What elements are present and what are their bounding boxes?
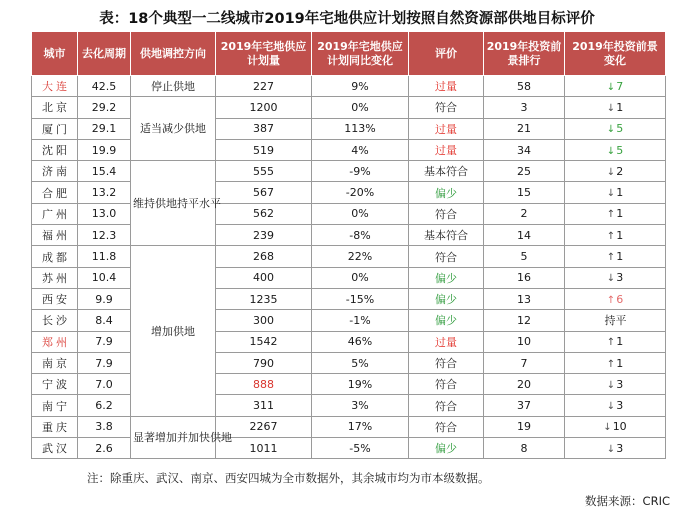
city-cell: 成都 bbox=[32, 246, 78, 267]
plan-cell: 400 bbox=[216, 267, 312, 288]
rank-cell: 3 bbox=[484, 97, 565, 118]
cycle-cell: 13.0 bbox=[78, 203, 131, 224]
plan-cell: 311 bbox=[216, 395, 312, 416]
cycle-cell: 11.8 bbox=[78, 246, 131, 267]
city-cell: 南京 bbox=[32, 352, 78, 373]
header-rank-change: 2019年投资前景变化 bbox=[565, 32, 666, 76]
city-cell: 长沙 bbox=[32, 310, 78, 331]
table-row bbox=[32, 438, 666, 459]
arrow-up-icon: ↑ bbox=[606, 209, 616, 221]
plan-cell: 1011 bbox=[216, 438, 312, 459]
rank-change-cell bbox=[565, 246, 666, 267]
cycle-cell: 29.2 bbox=[78, 97, 131, 118]
yoy-cell: -5% bbox=[312, 438, 409, 459]
rank-change-value: 1 bbox=[616, 228, 624, 242]
evaluation-cell: 符合 bbox=[409, 352, 484, 373]
rank-change-value: 3 bbox=[616, 377, 624, 391]
evaluation-cell: 偏少 bbox=[409, 288, 484, 309]
arrow-down-icon: ↓ bbox=[606, 379, 616, 391]
cycle-cell: 13.2 bbox=[78, 182, 131, 203]
plan-cell: 790 bbox=[216, 352, 312, 373]
rank-change-value: 持平 bbox=[604, 314, 627, 328]
yoy-cell: 0% bbox=[312, 203, 409, 224]
table-row bbox=[32, 182, 666, 203]
table-body bbox=[32, 76, 666, 459]
rank-cell: 14 bbox=[484, 225, 565, 246]
rank-change-cell bbox=[565, 331, 666, 352]
cycle-cell: 15.4 bbox=[78, 161, 131, 182]
cycle-cell: 42.5 bbox=[78, 76, 131, 97]
plan-cell: 567 bbox=[216, 182, 312, 203]
evaluation-cell: 过量 bbox=[409, 331, 484, 352]
rank-change-cell bbox=[565, 310, 666, 331]
rank-change-value: 5 bbox=[616, 143, 624, 157]
evaluation-cell: 过量 bbox=[409, 118, 484, 139]
cycle-cell: 29.1 bbox=[78, 118, 131, 139]
rank-change-value: 3 bbox=[616, 399, 624, 413]
plan-cell: 227 bbox=[216, 76, 312, 97]
table-row bbox=[32, 395, 666, 416]
rank-change-value: 1 bbox=[616, 186, 624, 200]
rank-cell: 37 bbox=[484, 395, 565, 416]
table-row bbox=[32, 416, 666, 437]
rank-change-cell bbox=[565, 203, 666, 224]
header-rank: 2019年投资前景排行 bbox=[484, 32, 565, 76]
rank-change-cell bbox=[565, 395, 666, 416]
plan-cell: 300 bbox=[216, 310, 312, 331]
evaluation-cell: 符合 bbox=[409, 203, 484, 224]
yoy-cell: -9% bbox=[312, 161, 409, 182]
rank-change-cell bbox=[565, 225, 666, 246]
city-cell: 合肥 bbox=[32, 182, 78, 203]
rank-cell: 12 bbox=[484, 310, 565, 331]
yoy-cell: -20% bbox=[312, 182, 409, 203]
evaluation-cell: 偏少 bbox=[409, 310, 484, 331]
city-cell: 武汉 bbox=[32, 438, 78, 459]
evaluation-cell: 过量 bbox=[409, 139, 484, 160]
arrow-down-icon: ↓ bbox=[606, 401, 616, 413]
direction-cell: 增加供地 bbox=[131, 246, 216, 416]
arrow-up-icon: ↑ bbox=[606, 294, 616, 306]
table-row bbox=[32, 374, 666, 395]
source-credit: 数据来源：CRIC bbox=[585, 494, 670, 508]
rank-cell: 5 bbox=[484, 246, 565, 267]
city-cell: 苏州 bbox=[32, 267, 78, 288]
arrow-down-icon: ↓ bbox=[606, 273, 616, 285]
rank-cell: 8 bbox=[484, 438, 565, 459]
rank-change-cell bbox=[565, 416, 666, 437]
plan-cell: 387 bbox=[216, 118, 312, 139]
table-row bbox=[32, 310, 666, 331]
table-row bbox=[32, 139, 666, 160]
direction-cell: 显著增加并加快供地 bbox=[131, 416, 216, 459]
rank-change-value: 3 bbox=[616, 271, 624, 285]
evaluation-cell: 符合 bbox=[409, 374, 484, 395]
cycle-cell: 19.9 bbox=[78, 139, 131, 160]
rank-cell: 7 bbox=[484, 352, 565, 373]
plan-cell: 268 bbox=[216, 246, 312, 267]
cycle-cell: 9.9 bbox=[78, 288, 131, 309]
rank-change-value: 5 bbox=[616, 122, 624, 136]
rank-change-value: 7 bbox=[616, 79, 624, 93]
table-row bbox=[32, 246, 666, 267]
rank-cell: 15 bbox=[484, 182, 565, 203]
arrow-up-icon: ↑ bbox=[606, 358, 616, 370]
evaluation-cell: 符合 bbox=[409, 395, 484, 416]
rank-cell: 2 bbox=[484, 203, 565, 224]
arrow-up-icon: ↑ bbox=[606, 252, 616, 264]
yoy-cell: 19% bbox=[312, 374, 409, 395]
yoy-cell: 46% bbox=[312, 331, 409, 352]
footnote: 注：除重庆、武汉、南京、西安四城为全市数据外，其余城市均为市本级数据。 bbox=[87, 471, 490, 485]
table-row bbox=[32, 203, 666, 224]
yoy-cell: 4% bbox=[312, 139, 409, 160]
rank-cell: 16 bbox=[484, 267, 565, 288]
rank-change-cell bbox=[565, 352, 666, 373]
cycle-cell: 7.9 bbox=[78, 352, 131, 373]
cycle-cell: 7.0 bbox=[78, 374, 131, 395]
rank-change-cell bbox=[565, 139, 666, 160]
plan-cell: 2267 bbox=[216, 416, 312, 437]
rank-change-cell bbox=[565, 374, 666, 395]
direction-cell: 维持供地持平水平 bbox=[131, 161, 216, 246]
cycle-cell: 2.6 bbox=[78, 438, 131, 459]
rank-change-value: 10 bbox=[612, 420, 627, 434]
header-direction: 供地调控方向 bbox=[131, 32, 216, 76]
city-cell: 北京 bbox=[32, 97, 78, 118]
plan-cell: 1542 bbox=[216, 331, 312, 352]
table-row bbox=[32, 225, 666, 246]
yoy-cell: 113% bbox=[312, 118, 409, 139]
city-cell: 沈阳 bbox=[32, 139, 78, 160]
yoy-cell: 17% bbox=[312, 416, 409, 437]
evaluation-cell: 偏少 bbox=[409, 267, 484, 288]
rank-change-cell bbox=[565, 118, 666, 139]
yoy-cell: -8% bbox=[312, 225, 409, 246]
table-row bbox=[32, 118, 666, 139]
plan-cell: 1200 bbox=[216, 97, 312, 118]
table-row bbox=[32, 352, 666, 373]
city-cell: 南宁 bbox=[32, 395, 78, 416]
table-title: 表：18个典型一二线城市2019年宅地供应计划按照自然资源部供地目标评价 bbox=[99, 11, 595, 27]
arrow-down-icon: ↓ bbox=[606, 188, 616, 200]
cycle-cell: 8.4 bbox=[78, 310, 131, 331]
rank-cell: 34 bbox=[484, 139, 565, 160]
rank-cell: 25 bbox=[484, 161, 565, 182]
rank-change-cell bbox=[565, 97, 666, 118]
table-row bbox=[32, 288, 666, 309]
data-table bbox=[31, 31, 666, 459]
header-row bbox=[32, 32, 666, 76]
arrow-down-icon: ↓ bbox=[606, 124, 616, 136]
arrow-down-icon: ↓ bbox=[603, 422, 612, 434]
rank-change-cell bbox=[565, 161, 666, 182]
rank-cell: 19 bbox=[484, 416, 565, 437]
city-cell: 西安 bbox=[32, 288, 78, 309]
rank-change-cell bbox=[565, 438, 666, 459]
table-row bbox=[32, 267, 666, 288]
header-plan: 2019年宅地供应计划量 bbox=[216, 32, 312, 76]
cycle-cell: 7.9 bbox=[78, 331, 131, 352]
city-cell: 郑州 bbox=[32, 331, 78, 352]
table-row bbox=[32, 97, 666, 118]
header-cycle: 去化周期 bbox=[78, 32, 131, 76]
cycle-cell: 6.2 bbox=[78, 395, 131, 416]
table-row bbox=[32, 331, 666, 352]
yoy-cell: 9% bbox=[312, 76, 409, 97]
city-cell: 大连 bbox=[32, 76, 78, 97]
rank-change-value: 1 bbox=[616, 335, 624, 349]
table-row bbox=[32, 161, 666, 182]
evaluation-cell: 偏少 bbox=[409, 438, 484, 459]
cycle-cell: 3.8 bbox=[78, 416, 131, 437]
arrow-down-icon: ↓ bbox=[606, 166, 616, 178]
plan-cell: 1235 bbox=[216, 288, 312, 309]
yoy-cell: 5% bbox=[312, 352, 409, 373]
arrow-down-icon: ↓ bbox=[606, 102, 616, 114]
rank-cell: 21 bbox=[484, 118, 565, 139]
direction-cell: 停止供地 bbox=[131, 76, 216, 97]
rank-change-value: 1 bbox=[616, 250, 624, 264]
plan-cell: 555 bbox=[216, 161, 312, 182]
city-cell: 济南 bbox=[32, 161, 78, 182]
rank-change-cell bbox=[565, 288, 666, 309]
yoy-cell: -15% bbox=[312, 288, 409, 309]
plan-cell: 519 bbox=[216, 139, 312, 160]
evaluation-cell: 符合 bbox=[409, 246, 484, 267]
rank-change-value: 1 bbox=[616, 100, 624, 114]
city-cell: 福州 bbox=[32, 225, 78, 246]
arrow-up-icon: ↑ bbox=[606, 230, 616, 242]
table-row bbox=[32, 76, 666, 97]
arrow-down-icon: ↓ bbox=[606, 443, 616, 455]
evaluation-cell: 基本符合 bbox=[409, 161, 484, 182]
rank-cell: 10 bbox=[484, 331, 565, 352]
evaluation-cell: 基本符合 bbox=[409, 225, 484, 246]
rank-cell: 58 bbox=[484, 76, 565, 97]
rank-cell: 13 bbox=[484, 288, 565, 309]
header-city: 城市 bbox=[32, 32, 78, 76]
evaluation-cell: 偏少 bbox=[409, 182, 484, 203]
city-cell: 宁波 bbox=[32, 374, 78, 395]
rank-change-value: 3 bbox=[616, 441, 624, 455]
yoy-cell: 0% bbox=[312, 267, 409, 288]
city-cell: 重庆 bbox=[32, 416, 78, 437]
rank-change-value: 2 bbox=[616, 164, 624, 178]
direction-cell: 适当减少供地 bbox=[131, 97, 216, 161]
yoy-cell: 3% bbox=[312, 395, 409, 416]
evaluation-cell: 符合 bbox=[409, 97, 484, 118]
evaluation-cell: 符合 bbox=[409, 416, 484, 437]
cycle-cell: 10.4 bbox=[78, 267, 131, 288]
yoy-cell: 22% bbox=[312, 246, 409, 267]
header-yoy: 2019年宅地供应计划同比变化 bbox=[312, 32, 409, 76]
city-cell: 广州 bbox=[32, 203, 78, 224]
plan-cell: 562 bbox=[216, 203, 312, 224]
city-cell: 厦门 bbox=[32, 118, 78, 139]
plan-cell: 239 bbox=[216, 225, 312, 246]
cycle-cell: 12.3 bbox=[78, 225, 131, 246]
rank-cell: 20 bbox=[484, 374, 565, 395]
header-eval: 评价 bbox=[409, 32, 484, 76]
evaluation-cell: 过量 bbox=[409, 76, 484, 97]
rank-change-value: 6 bbox=[616, 292, 624, 306]
rank-change-cell bbox=[565, 267, 666, 288]
arrow-down-icon: ↓ bbox=[606, 81, 616, 93]
plan-cell: 888 bbox=[216, 374, 312, 395]
yoy-cell: -1% bbox=[312, 310, 409, 331]
rank-change-cell bbox=[565, 182, 666, 203]
rank-change-cell bbox=[565, 76, 666, 97]
rank-change-value: 1 bbox=[616, 356, 624, 370]
rank-change-value: 1 bbox=[616, 207, 624, 221]
yoy-cell: 0% bbox=[312, 97, 409, 118]
arrow-up-icon: ↑ bbox=[606, 337, 616, 349]
arrow-down-icon: ↓ bbox=[606, 145, 616, 157]
